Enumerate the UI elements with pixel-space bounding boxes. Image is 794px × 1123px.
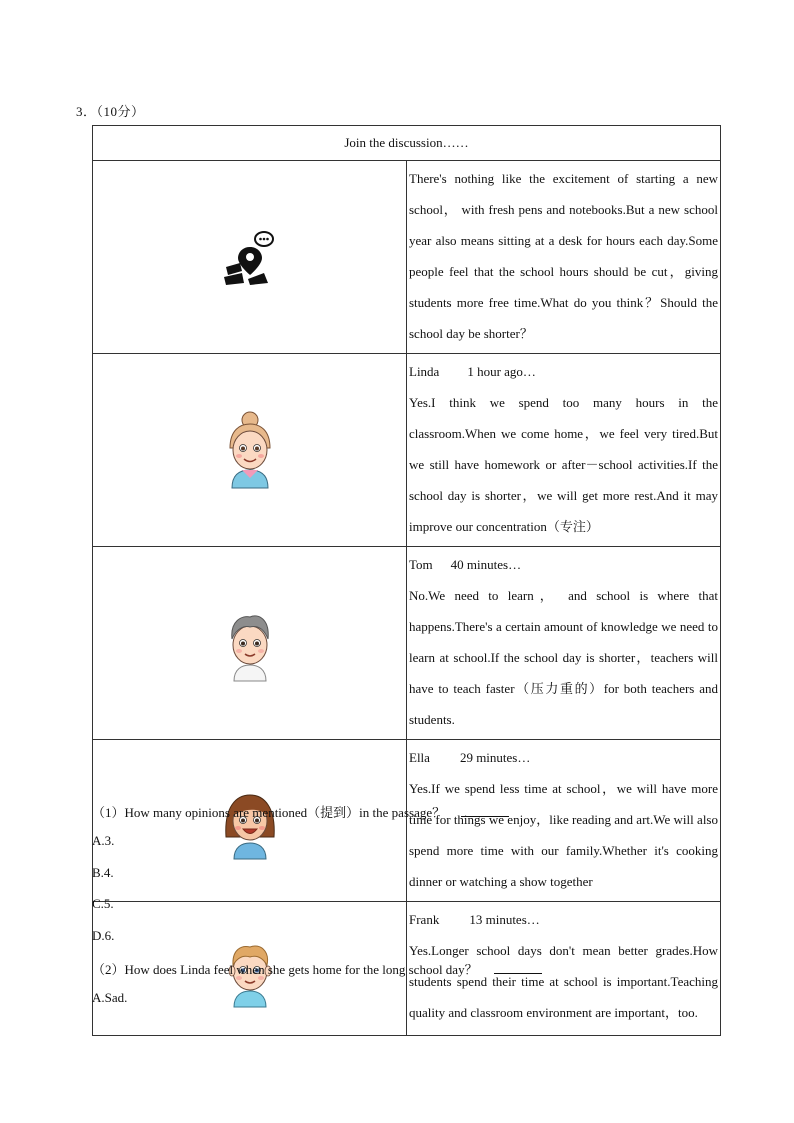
post-meta xyxy=(409,549,718,580)
avatar-cell xyxy=(93,547,407,740)
intro-text-cell xyxy=(407,161,721,354)
option-b[interactable]: B.4. xyxy=(92,865,114,880)
question-1-text: （1）How many opinions are mentioned（提到）in the passage？ xyxy=(92,805,446,820)
post-meta xyxy=(409,742,718,773)
option-a[interactable]: A.Sad. xyxy=(92,990,128,1005)
question-2-text: （2）How does Linda feel when she gets home for the long school day？ xyxy=(92,962,478,977)
avatar-cell xyxy=(93,354,407,547)
post-text: No.We need to learn， and school is where that happens.There's a certain amount of knowledge we need to learn at school.If the school day is shorter，teachers will have to teach faster（压力重的）for both teachers and students. xyxy=(409,588,718,727)
girl-bun-avatar-icon xyxy=(220,410,280,490)
question-1 xyxy=(92,802,509,821)
intro-row xyxy=(93,161,721,354)
post-meta xyxy=(409,904,718,935)
post-row-tom xyxy=(93,547,721,740)
post-time: 29 minutes… xyxy=(459,750,531,765)
table-header-row xyxy=(93,126,721,161)
option-d[interactable]: D.6. xyxy=(92,928,115,943)
boy-avatar-icon xyxy=(220,603,280,683)
option-a[interactable]: A.3. xyxy=(92,833,115,848)
post-author: Linda xyxy=(409,364,440,379)
post-author: Frank xyxy=(409,912,440,927)
post-time: 1 hour ago… xyxy=(467,364,536,379)
post-text-cell xyxy=(407,354,721,547)
table-header: Join the discussion…… xyxy=(93,126,721,161)
answer-blank-2[interactable] xyxy=(494,961,542,974)
question-2 xyxy=(92,959,542,978)
post-text: Yes.Longer school days don't mean better grades.How students spend their time at school is important.Teaching quality and classroom environment are important，too. xyxy=(409,943,718,1020)
discussion-table xyxy=(92,125,721,1036)
intro-text: There's nothing like the excitement of starting a new school， with fresh pens and notebooks.But a new school year also means sitting at a desk for hours each day.Some people feel that the school hours should be cut，giving students more free time.What do you think？Should the school day be shorter？ xyxy=(409,171,718,341)
post-time: 13 minutes… xyxy=(469,912,540,927)
post-meta xyxy=(409,356,718,387)
question-number: 3．（10分） xyxy=(76,104,145,119)
intro-icon-cell xyxy=(93,161,407,354)
post-row-linda xyxy=(93,354,721,547)
post-author: Tom xyxy=(409,557,433,572)
post-author: Ella xyxy=(409,750,430,765)
post-text: Yes.If we spend less time at school，we will have more time for things we enjoy，like reading and art.We will also spend more time with our family.Whether it's cooking dinner or watching a show together xyxy=(409,781,718,889)
map-pin-chat-icon xyxy=(220,227,280,287)
post-text: Yes.I think we spend too many hours in the classroom.When we come home，we feel very tired.But we still have homework or after－school activities.If the school day is shorter，we will get more rest.And it may improve our concentration（专注） xyxy=(409,395,718,534)
answer-blank-1[interactable] xyxy=(461,804,509,817)
post-text-cell xyxy=(407,547,721,740)
post-time: 40 minutes… xyxy=(450,557,522,572)
option-c[interactable]: C.5. xyxy=(92,896,114,911)
